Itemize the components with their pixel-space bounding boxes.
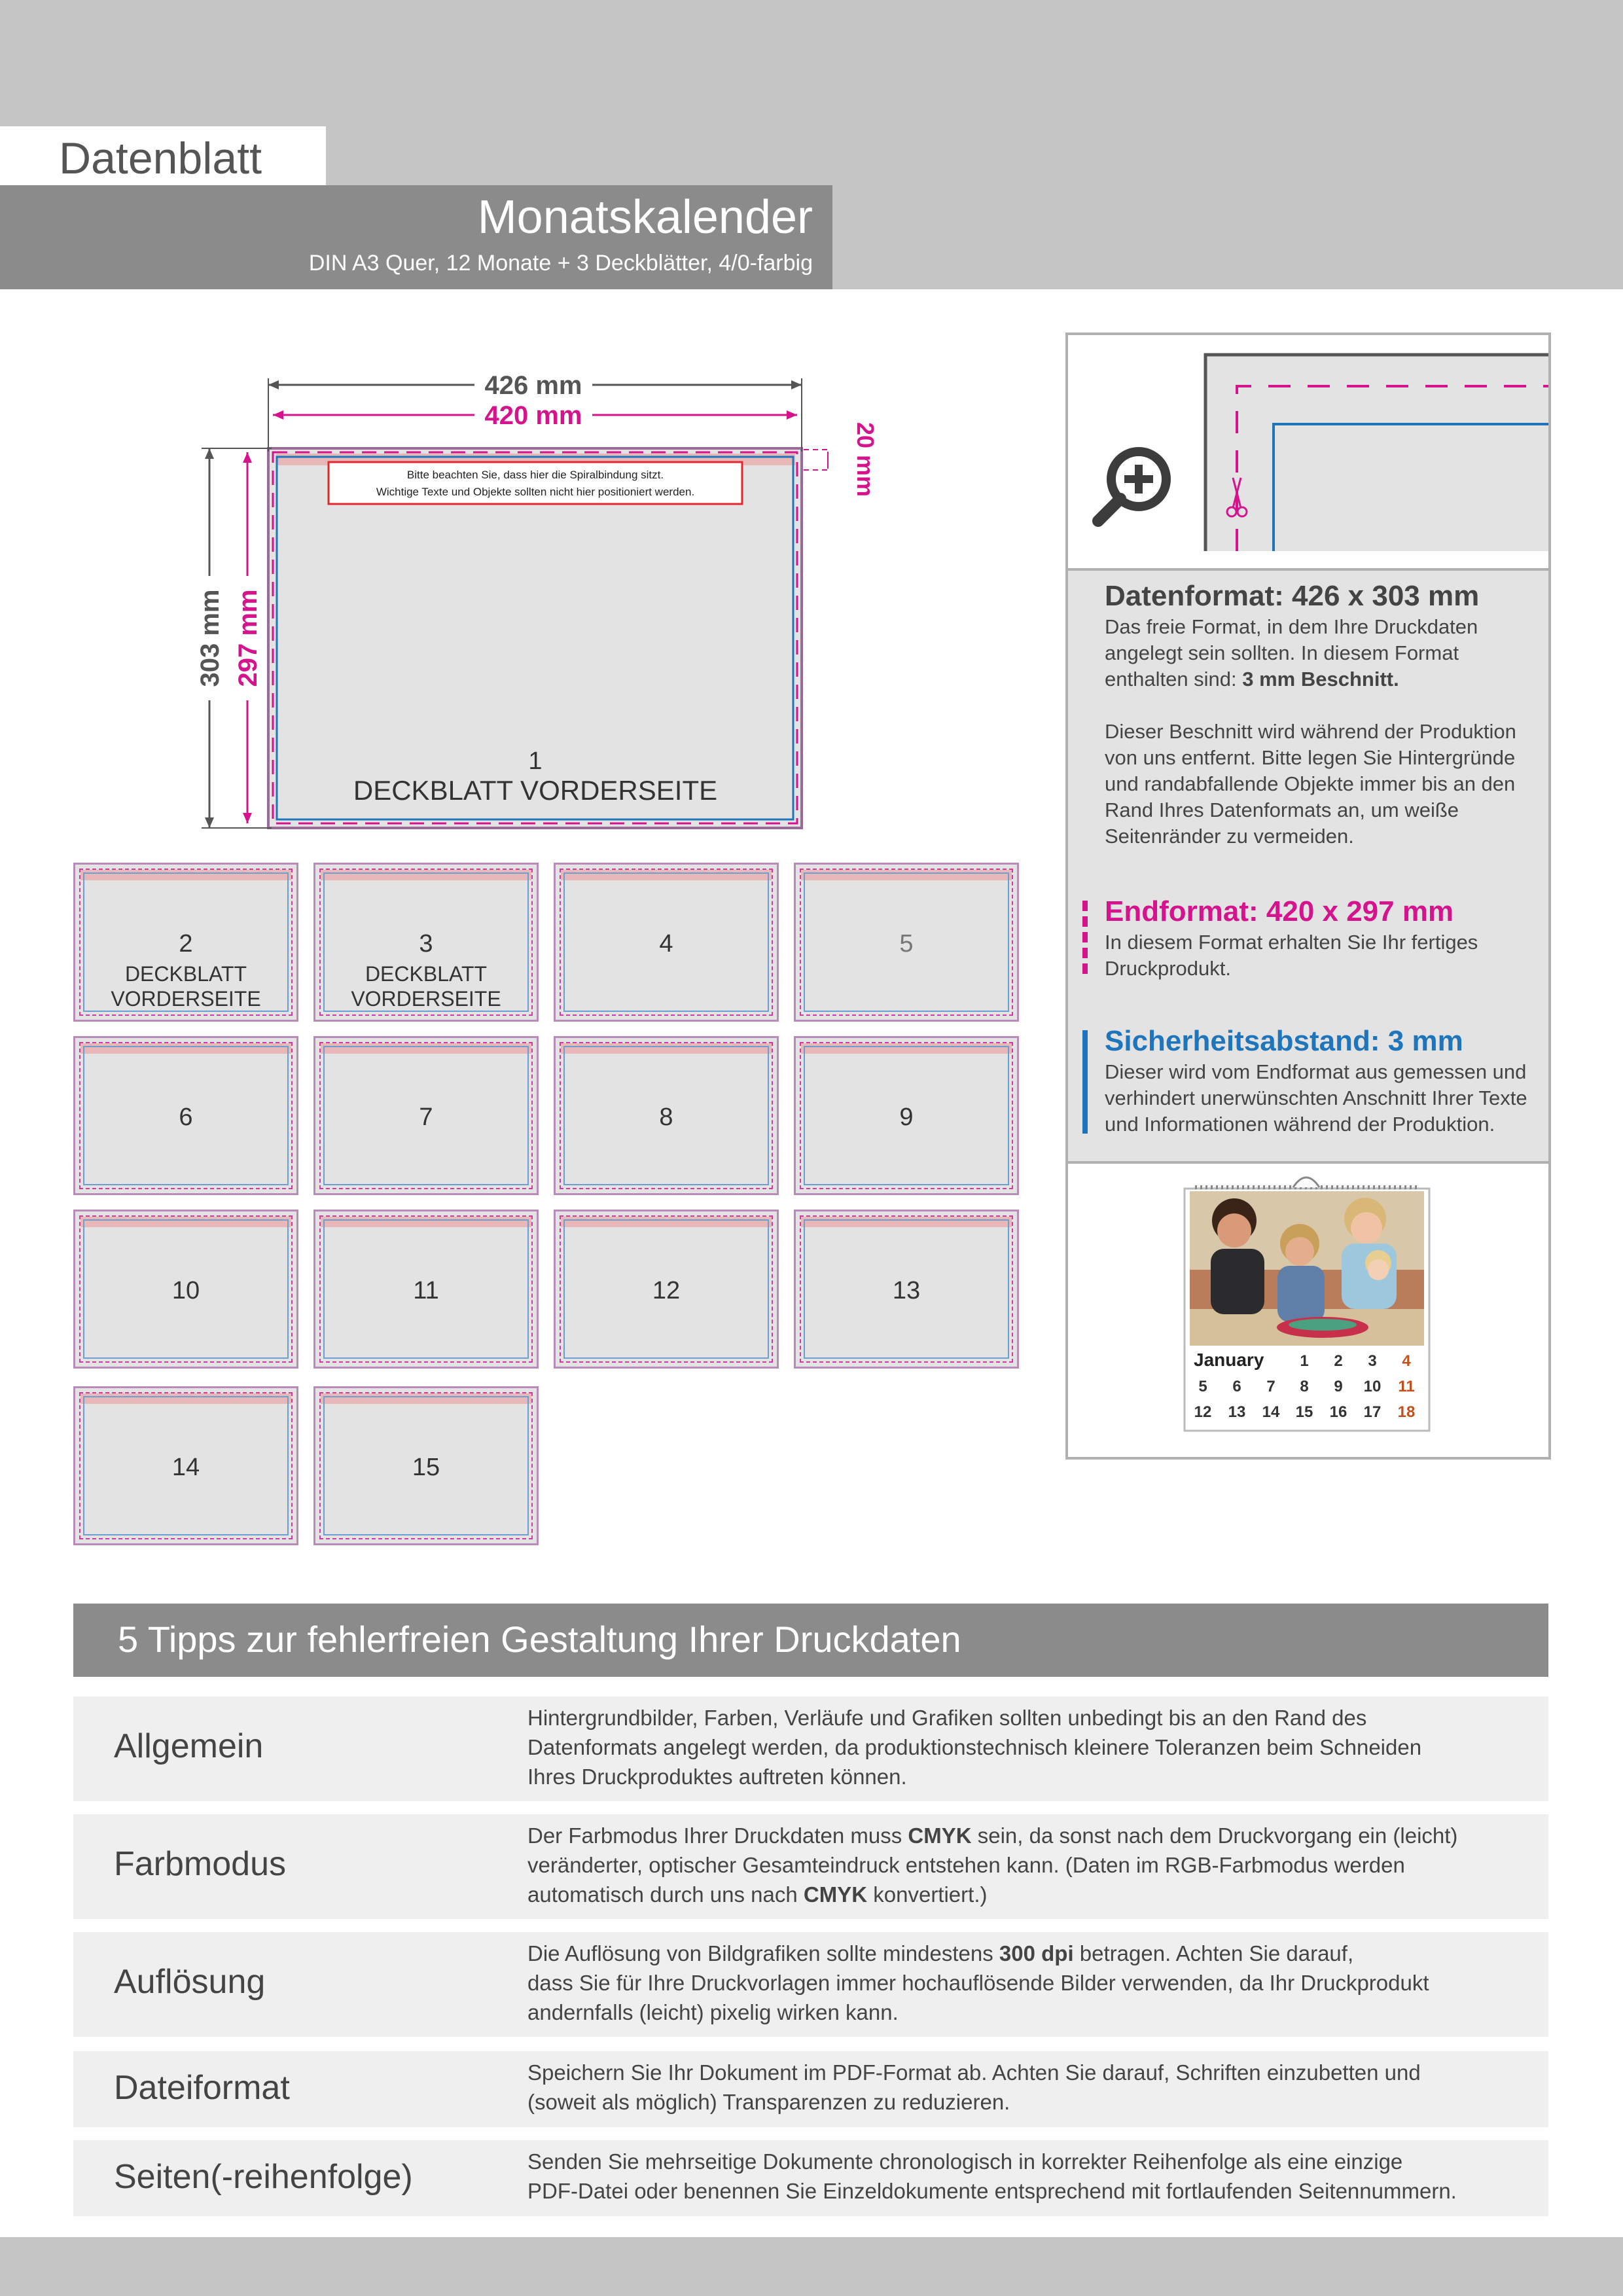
endformat-marker	[1082, 901, 1093, 974]
calendar-day: 1	[1300, 1352, 1309, 1370]
arrowhead	[243, 813, 252, 823]
page-thumbnail	[794, 863, 1019, 1022]
arrowhead	[791, 380, 802, 389]
calendar-day: 16	[1329, 1403, 1347, 1421]
arrowhead	[787, 410, 797, 420]
tip-label: Dateiformat	[114, 2069, 290, 2107]
zoom-icon	[1098, 452, 1166, 521]
arrowhead	[243, 452, 252, 463]
page-number: 3	[419, 930, 433, 958]
calendar-day: 12	[1194, 1403, 1212, 1421]
arrowhead	[205, 448, 214, 459]
page-number: 14	[171, 1454, 200, 1481]
text-line: und randabfallende Objekte immer bis an den	[1105, 772, 1516, 795]
text-line: Dieser wird vom Endformat aus gemessen und	[1105, 1060, 1527, 1083]
calendar-day: 6	[1232, 1378, 1241, 1395]
calendar-day: 14	[1262, 1403, 1280, 1421]
text-span: enthalten sind:	[1105, 668, 1243, 691]
text-span: sein, da sonst nach dem Druckvorgang ein (leicht)	[971, 1823, 1458, 1848]
height-outer-label: 303 mm	[196, 589, 224, 687]
page-number: 2	[179, 930, 193, 958]
calendar-day: 15	[1295, 1403, 1313, 1421]
width-outer-label: 426 mm	[484, 371, 582, 400]
page-thumbnail	[73, 1210, 298, 1369]
title-bar	[0, 185, 832, 289]
arrowhead	[268, 380, 279, 389]
spiral-binding	[1195, 1177, 1418, 1187]
corner-zoom-illustration	[1068, 335, 1548, 568]
page-number: 13	[892, 1277, 921, 1304]
tip-row-allgemein	[73, 1696, 1548, 1801]
text-bold: CMYK	[908, 1823, 972, 1848]
page-thumbnail	[554, 863, 779, 1022]
calendar-day: 9	[1334, 1378, 1343, 1395]
page-thumbnail	[313, 863, 539, 1022]
text-line: Hintergrundbilder, Farben, Verläufe und Grafiken sollten unbedingt bis an den Rand des	[527, 1706, 1367, 1730]
text-line: Seitenränder zu vermeiden.	[1105, 825, 1354, 848]
tip-text	[527, 2058, 1535, 2117]
text-line: veränderter, optischer Gesamteindruck entstehen kann. (Daten im RGB-Farbmodus werden	[527, 1853, 1405, 1877]
corner-page	[1205, 355, 1548, 551]
text-line: angelegt sein sollten. In diesem Format	[1105, 641, 1459, 664]
binding-note-line1: Bitte beachten Sie, dass hier die Spiralbindung sitzt.	[406, 469, 664, 481]
page-thumbnail	[73, 863, 298, 1022]
binding-note-line2: Wichtige Texte und Objekte sollten nicht hier positioniert werden.	[376, 486, 695, 498]
text-span: betragen. Achten Sie darauf,	[1073, 1941, 1354, 1965]
tip-label: Seiten(-reihenfolge)	[114, 2158, 413, 2196]
text-line: Senden Sie mehrseitige Dokumente chronologisch in korrekter Reihenfolge als eine einzige	[527, 2149, 1403, 2174]
tips-header	[73, 1604, 1548, 1677]
page-thumbnail	[73, 1386, 298, 1545]
text-line	[527, 1880, 1535, 1909]
endformat-text	[1105, 929, 1478, 982]
text-span: konvertiert.)	[867, 1882, 988, 1907]
page-number: 10	[171, 1277, 200, 1304]
text-line: Rand Ihres Datenformats an, um weiße	[1105, 798, 1459, 821]
tip-text	[527, 1821, 1535, 1909]
tip-label: Auflösung	[114, 1963, 266, 2001]
page-thumbnail	[554, 1210, 779, 1369]
calendar-day: 7	[1266, 1378, 1275, 1395]
sicherheit-heading: Sicherheitsabstand: 3 mm	[1105, 1025, 1463, 1057]
page-thumbnail	[554, 1036, 779, 1195]
calendar-day: 18	[1397, 1403, 1416, 1421]
text-line: dass Sie für Ihre Druckvorlagen immer hochauflösende Bilder verwenden, da Ihr Druckprodukt	[527, 1971, 1429, 1995]
tip-text	[527, 1703, 1535, 1791]
page-caption-line1: DECKBLATT	[124, 962, 247, 986]
calendar-day: 3	[1368, 1352, 1377, 1370]
page-number: 5	[899, 930, 914, 958]
text-line	[1105, 666, 1478, 692]
page-caption-line2: VORDERSEITE	[111, 987, 261, 1011]
page-thumbnail	[794, 1210, 1019, 1369]
page-thumbnail	[794, 1036, 1019, 1195]
page-subtitle: DIN A3 Quer, 12 Monate + 3 Deckblätter, 4/0-farbig	[308, 251, 813, 276]
calendar-day: 17	[1363, 1403, 1382, 1421]
divider	[1068, 1161, 1548, 1164]
tip-row-dateiformat	[73, 2051, 1548, 2127]
diagram-page-number: 1	[528, 747, 543, 775]
datasheet-tag-label: Datenblatt	[59, 134, 262, 183]
text-line: Speichern Sie Ihr Dokument im PDF-Format ab. Achten Sie darauf, Schriften einzubetten und	[527, 2060, 1421, 2085]
sicherheit-text	[1105, 1059, 1527, 1138]
tip-row-farbmodus	[73, 1814, 1548, 1919]
text-line: PDF-Datei oder benennen Sie Einzeldokumente entsprechend mit fortlaufenden Seitennummern.	[527, 2179, 1457, 2203]
datasheet-tag	[0, 126, 326, 185]
page-title: Monatskalender	[477, 191, 813, 243]
sicherheit-marker	[1082, 1030, 1088, 1134]
text-line: Ihres Druckproduktes auftreten können.	[527, 1765, 907, 1789]
page-caption	[75, 961, 296, 1011]
tip-text	[527, 1939, 1535, 2027]
beschnitt-text	[1105, 719, 1516, 850]
calendar-day: 13	[1228, 1403, 1246, 1421]
text-span: Die Auflösung von Bildgrafiken sollte mindestens	[527, 1941, 999, 1965]
text-line	[527, 1939, 1535, 1968]
page-number: 12	[652, 1277, 681, 1304]
text-line: von uns entfernt. Bitte legen Sie Hintergründe	[1105, 746, 1516, 769]
page-number: 6	[179, 1103, 193, 1131]
calendar-day: 11	[1398, 1378, 1415, 1395]
text-line: andernfalls (leicht) pixelig wirken kann.	[527, 2000, 899, 2024]
page-thumbnail	[313, 1210, 539, 1369]
footer-band	[0, 2237, 1623, 2296]
calendar-day: 4	[1402, 1352, 1411, 1370]
datenformat-text	[1105, 614, 1478, 692]
calendar-mockup	[1182, 1172, 1431, 1433]
page-caption	[315, 961, 537, 1011]
page-number: 15	[412, 1454, 440, 1481]
endformat-heading: Endformat: 420 x 297 mm	[1105, 895, 1454, 927]
page-number: 8	[659, 1103, 673, 1131]
diagram-page-label: DECKBLATT VORDERSEITE	[353, 775, 718, 806]
calendar-day: 2	[1334, 1352, 1343, 1370]
text-line: Das freie Format, in dem Ihre Druckdaten	[1105, 615, 1478, 638]
tips-title: 5 Tipps zur fehlerfreien Gestaltung Ihrer Druckdaten	[118, 1619, 961, 1660]
arrowhead	[205, 817, 214, 828]
tip-row-aufloesung	[73, 1932, 1548, 2037]
text-line: Datenformats angelegt werden, da produktionstechnisch kleinere Toleranzen beim Schneiden	[527, 1735, 1422, 1759]
text-line: Dieser Beschnitt wird während der Produktion	[1105, 720, 1516, 743]
text-bold: 3 mm Beschnitt.	[1242, 668, 1399, 691]
calendar-day: 8	[1300, 1378, 1309, 1395]
datenformat-heading: Datenformat: 426 x 303 mm	[1105, 580, 1480, 612]
text-line	[527, 1821, 1535, 1850]
divider	[1068, 568, 1548, 571]
page-number: 7	[419, 1103, 433, 1131]
page-thumbnail	[313, 1036, 539, 1195]
calendar-day: 5	[1198, 1378, 1207, 1395]
family-photo	[1190, 1191, 1424, 1346]
tip-text	[527, 2147, 1535, 2206]
text-span: Der Farbmodus Ihrer Druckdaten muss	[527, 1823, 908, 1848]
page-number: 11	[413, 1277, 439, 1304]
tip-label: Allgemein	[114, 1727, 264, 1765]
page-caption-line2: VORDERSEITE	[351, 987, 501, 1011]
page-number: 4	[659, 930, 673, 958]
arrowhead	[273, 410, 283, 420]
width-final-label: 420 mm	[484, 401, 582, 430]
text-span: automatisch durch uns nach	[527, 1882, 804, 1907]
text-line: und Informationen während der Produktion.	[1105, 1113, 1495, 1136]
height-final-label: 297 mm	[234, 589, 262, 687]
page-thumbnail	[73, 1036, 298, 1195]
text-bold: 300 dpi	[999, 1941, 1074, 1965]
calendar-day: 10	[1363, 1378, 1382, 1395]
text-line: Druckprodukt.	[1105, 957, 1231, 980]
text-line: (soweit als möglich) Transparenzen zu reduzieren.	[527, 2090, 1010, 2114]
tip-label: Farbmodus	[114, 1845, 286, 1883]
text-line: In diesem Format erhalten Sie Ihr fertiges	[1105, 931, 1478, 954]
page-number: 9	[899, 1103, 914, 1131]
page-caption-line1: DECKBLATT	[365, 962, 488, 986]
text-bold: CMYK	[803, 1882, 868, 1907]
binding-margin-label: 20 mm	[852, 422, 879, 497]
calendar-month: January	[1194, 1350, 1264, 1370]
format-diagram	[183, 360, 916, 838]
tip-row-seiten	[73, 2140, 1548, 2216]
page-thumbnail	[313, 1386, 539, 1545]
text-line: verhindert unerwünschten Anschnitt Ihrer Texte	[1105, 1086, 1527, 1109]
